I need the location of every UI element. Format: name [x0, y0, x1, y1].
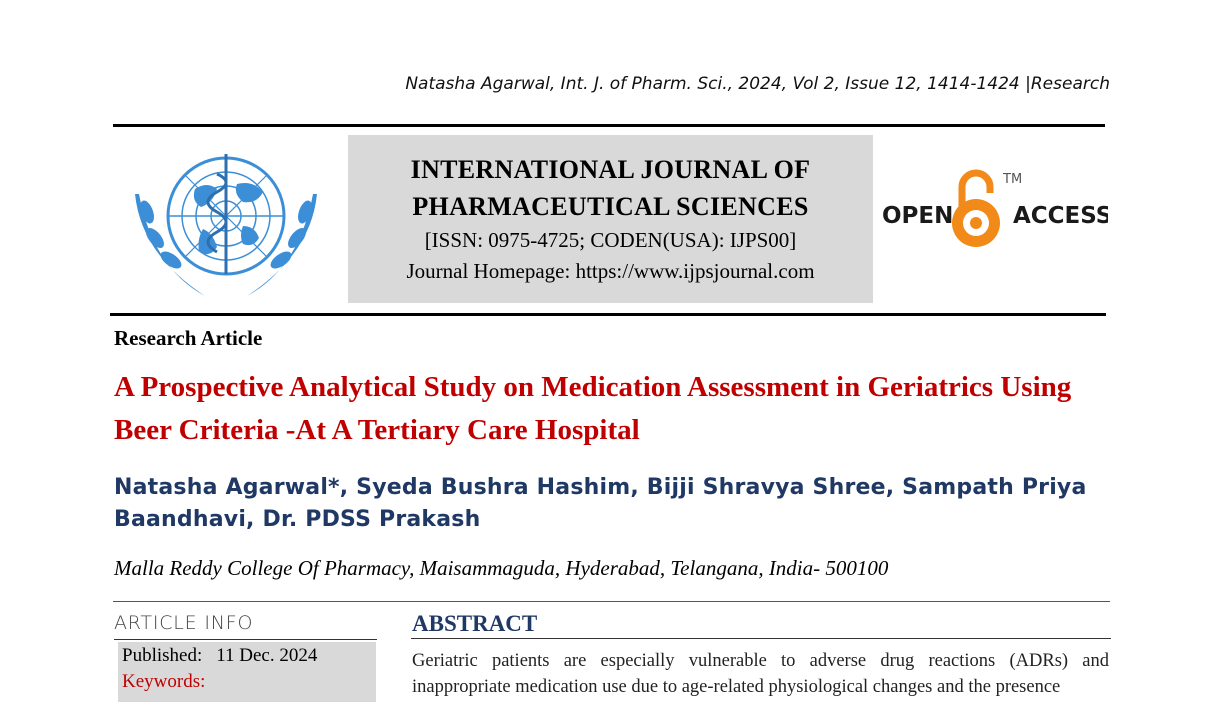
abstract-text: Geriatric patients are especially vulnerable to adverse drug reactions (ADRs) and inappropriate medication use due to age-related physiological changes and the presence — [412, 651, 1109, 697]
published-row — [122, 645, 317, 667]
published-value: 11 Dec. 2024 — [216, 645, 318, 666]
open-access-right-word: ACCESS — [1013, 203, 1108, 229]
abstract-rule — [411, 638, 1111, 639]
citation-header: Natasha Agarwal, Int. J. of Pharm. Sci., 2024, Vol 2, Issue 12, 1414-1424 |Research — [405, 74, 1110, 94]
abstract-heading: ABSTRACT — [412, 611, 538, 636]
open-access-tm: TM — [1003, 172, 1023, 187]
article-type: Research Article — [114, 326, 263, 350]
published-label: Published: — [122, 645, 203, 666]
article-title: A Prospective Analytical Study on Medication Assessment in Geriatrics Using Beer Criteria -At A Tertiary Care Hospital — [114, 371, 1072, 446]
top-divider — [113, 124, 1105, 127]
keywords-label: Keywords: — [122, 671, 206, 692]
open-access-logo — [880, 165, 1108, 253]
article-affiliation: Malla Reddy College Of Pharmacy, Maisammaguda, Hyderabad, Telangana, India- 500100 — [114, 556, 889, 580]
journal-emblem-logo — [125, 134, 327, 306]
authors-line1: Natasha Agarwal*, Syeda Bushra Hashim, Bijji Shravya Shree, Sampath Priya — [114, 475, 1087, 500]
section-divider — [113, 601, 1110, 602]
journal-homepage: Journal Homepage: https://www.ijpsjournal.com — [406, 259, 815, 283]
header-divider — [110, 313, 1106, 316]
journal-banner — [348, 135, 873, 303]
journal-issn: [ISSN: 0975-4725; CODEN(USA): IJPS00] — [424, 228, 797, 252]
journal-title — [348, 151, 873, 225]
open-lock-icon — [952, 173, 1000, 247]
journal-title-line1: INTERNATIONAL JOURNAL OF — [410, 155, 811, 184]
open-access-left-word: OPEN — [882, 203, 954, 229]
authors-line2: Baandhavi, Dr. PDSS Prakash — [114, 507, 481, 532]
article-info-heading: ARTICLE INFO — [114, 612, 254, 634]
article-info-rule — [114, 639, 377, 640]
article-authors — [114, 472, 1114, 536]
journal-title-line2: PHARMACEUTICAL SCIENCES — [412, 192, 809, 221]
